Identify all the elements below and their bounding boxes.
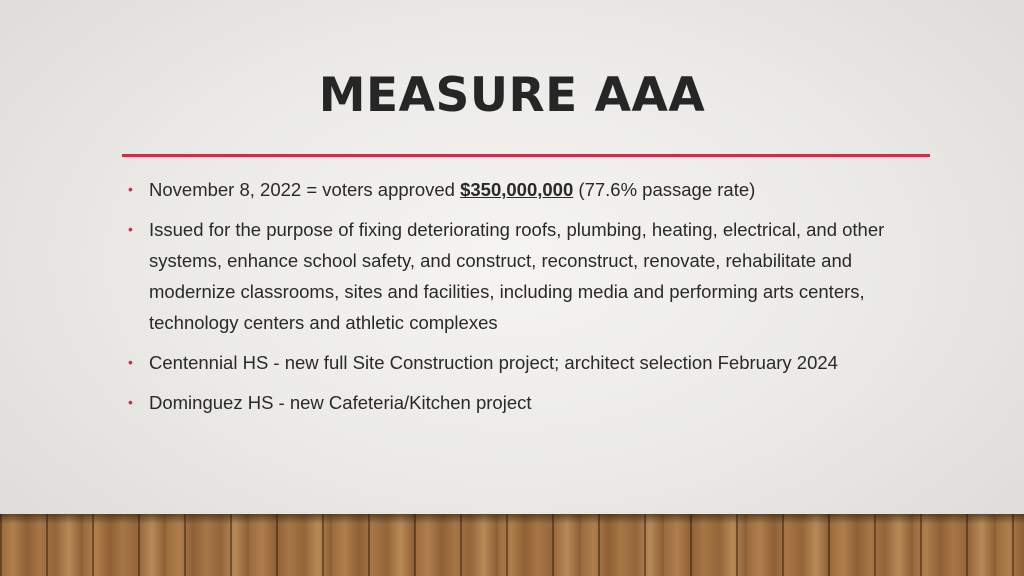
bullet-icon: • — [128, 354, 133, 370]
slide-title: MEASURE AAA — [318, 68, 706, 123]
bullet-icon: • — [128, 394, 133, 410]
bullet-icon: • — [128, 221, 133, 237]
bullet-text: Centennial HS - new full Site Construction project; architect selection February 2024 — [149, 352, 838, 373]
bullet-item-centennial — [128, 347, 918, 378]
approved-amount: $350,000,000 — [460, 179, 574, 200]
bullet-text: (77.6% passage rate) — [573, 179, 756, 200]
floor-shadow — [0, 514, 1024, 524]
bullet-text: Dominguez HS - new Cafeteria/Kitchen project — [149, 392, 532, 413]
title-divider — [122, 154, 930, 157]
bullet-item-approval — [128, 174, 918, 205]
bullet-icon: • — [128, 181, 133, 197]
bullet-list — [128, 174, 918, 427]
bullet-item-purpose — [128, 214, 918, 338]
bullet-text: Issued for the purpose of fixing deteriorating roofs, plumbing, heating, electrical, and other systems, enhance school safety, and construct, reconstruct, renovate, rehabilitate and modernize classrooms, sites and facilities, including media and performing arts centers, technology centers and athletic complexes — [149, 219, 885, 333]
bullet-text: November 8, 2022 = voters approved — [149, 179, 461, 200]
bullet-item-dominguez — [128, 387, 918, 418]
